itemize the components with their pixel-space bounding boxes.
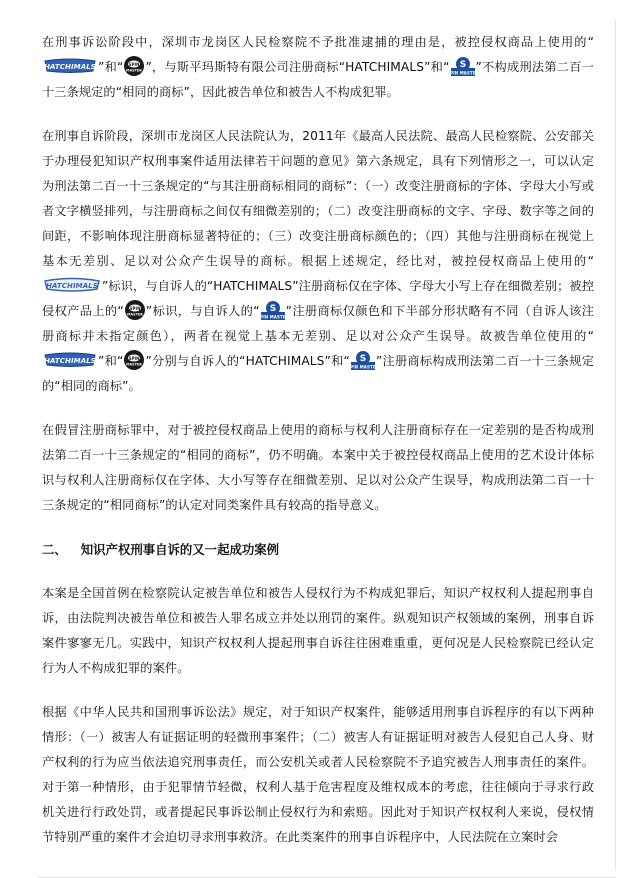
spin-master-registered-logo xyxy=(256,299,289,321)
spin-master-logo-variant xyxy=(124,299,146,321)
spin-master-logo-variant xyxy=(123,55,145,77)
paragraph-first-case: 本案是全国首例在检察院认定被告单位和被告人侵权行为不构成犯罪后，知识产权权利人提起刑事自诉，由法院判决被告单位和被告人罪名成立并处以刑罚的案件。纵观知识产权领域的案例，刑事自诉案件寥寥无几。实践中，知识产权权利人提起刑事自诉往往困难重重，更何况是人民检察院已经认定行为人不构成犯罪的案件。 xyxy=(42,586,594,675)
svg-text:S: S xyxy=(269,303,276,314)
svg-text:SPIN: SPIN xyxy=(129,305,141,311)
svg-text:SPIN MASTER: SPIN MASTER xyxy=(446,70,479,75)
paragraph-significance: 在假冒注册商标罪中，对于被控侵权商品上使用的商标与权利人注册商标存在一定差别的是否构成刑法第二百一十三条规定的“相同的商标”，仍不明确。本案中关于被控侵权商品上使用的艺术设计体标识与权利人注册商标仅在字体、大小写等存在细微差别、足以对公众产生误导，构成刑法第二百一十三条规定的“相同商标”的认定对同类案件具有较高的指导意义。 xyxy=(42,423,594,512)
svg-text:MASTER: MASTER xyxy=(126,68,143,72)
paragraph-procuratorate: 在刑事诉讼阶段中，深圳市龙岗区人民检察院不予批准逮捕的理由是，被控侵权商品上使用的“ HATCHIMALS ”和“ SPIN MASTER ”，与斯平玛斯特有限公司注册商标“HATCHIMALS”和“ S SPIN MASTER ”不构成刑法第二百一十三条规定的“相同的商标”，因此被告单位和被告人不构成犯罪。 xyxy=(42,35,594,99)
svg-text:S: S xyxy=(459,59,466,70)
section-heading xyxy=(42,537,594,562)
svg-text:SPIN MASTER: SPIN MASTER xyxy=(256,314,289,319)
paragraph-court: 在刑事自诉阶段，深圳市龙岗区人民法院认为，2011年《最高人民法院、最高人民检察院、公安部关于办理侵犯知识产权刑事案件适用法律若干问题的意见》第六条规定，具有下列情形之一，可以认定为刑法第二百一十三条规定的“与其注册商标相同的商标”：（一）改变注册商标的字体、字母大小写或者文字横竖排列，与注册商标之间仅有细微差别的；（二）改变注册商标的文字、字母、数字等之间的间距，不影响体现注册商标显著特征的；（三）改变注册商标颜色的；（四）其他与注册商标在视觉上基本无差别、足以对公众产生误导的商标。根据上述规定，经比对，被控侵权商品上使用的“ HATCHIMALS ”标识，与自诉人的“HATCHIMALS”注册商标仅在字体、字母大小写上存在细微差别；被控侵权产品上的“ SPIN MASTER ”标识，与自诉人的“ S SPIN MASTER ”注册商标仅颜色和下半部分形状略有不同（自诉人该注册商标并未指定颜色），两者在视觉上基本无差别、足以对公众产生误导。故被告单位使用的“ HATCHIMALS ”和“ SPIN MASTER ”分别与自诉人的“HATCHIMALS”和“ S SPIN MASTER ”注册商标构成刑法第二百一十三条规定的“相同的商标”。 xyxy=(42,129,594,393)
svg-text:SPIN: SPIN xyxy=(128,355,140,361)
spin-master-registered-logo xyxy=(347,349,379,371)
hatchimals-logo-variant xyxy=(42,58,98,74)
section-title: 知识产权刑事自诉的又一起成功案例 xyxy=(80,542,280,557)
svg-text:HATCHIMALS: HATCHIMALS xyxy=(44,356,96,365)
svg-text:MASTER: MASTER xyxy=(126,312,143,316)
section-number: 二、 xyxy=(42,542,67,557)
paragraph-criminal-procedure: 根据《中华人民共和国刑事诉讼法》规定，对于知识产权案件，能够适用刑事自诉程序的有以下两种情形：（一）被害人有证据证明的轻微刑事案件；（二）被害人有证据证明对被告人侵犯自己人身、财产权利的行为应当依法追究刑事责任，而公安机关或者人民检察院不予追究被告人刑事责任的案件。对于第一种情形，由于犯罪情节轻微，权利人基于危害程度及维权成本的考虑，往往倾向于寻求行政机关进行行政处罚，或者提起民事诉讼制止侵权行为和索赔。因此对于知识产权权利人来说，侵权情节特别严重的案件才会迫切寻求刑事救济。在此类案件的刑事自诉程序中，人民法院在立案时会 xyxy=(42,705,594,844)
svg-text:HATCHIMALS: HATCHIMALS xyxy=(44,62,96,71)
svg-text:HATCHIMALS: HATCHIMALS xyxy=(46,281,98,290)
spin-master-registered-logo xyxy=(446,55,479,77)
hatchimals-logo-variant xyxy=(42,352,98,368)
hatchimals-logo-variant xyxy=(42,277,102,293)
svg-text:SPIN: SPIN xyxy=(128,61,140,67)
svg-text:SPIN MASTER: SPIN MASTER xyxy=(347,364,379,369)
spin-master-logo-variant xyxy=(123,349,145,371)
svg-text:MASTER: MASTER xyxy=(126,362,143,366)
svg-text:S: S xyxy=(359,353,367,364)
page-edge-right xyxy=(615,20,616,870)
